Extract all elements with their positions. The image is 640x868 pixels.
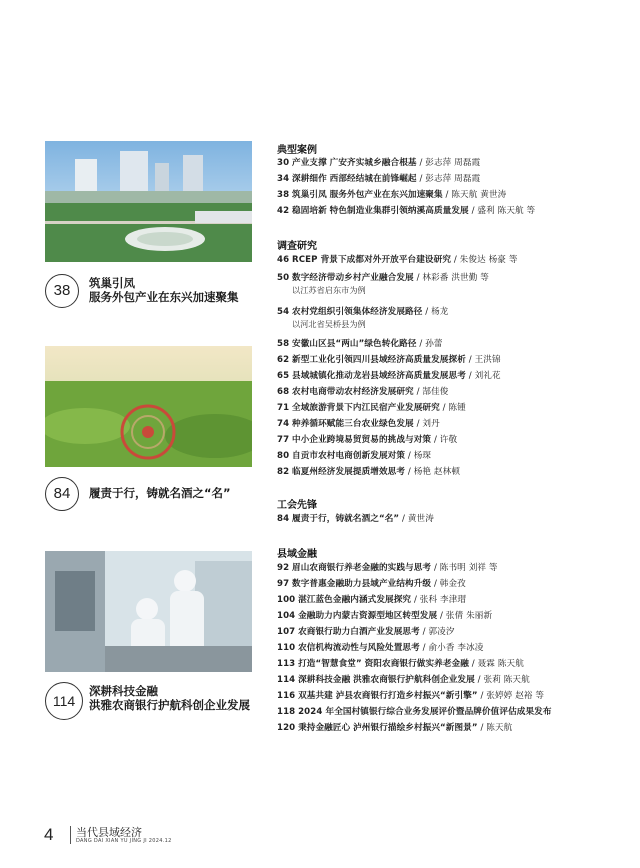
feature-title-line2: 洪雅农商银行护航科创企业发展 <box>89 698 250 712</box>
feature-number-badge: 114 <box>45 682 83 720</box>
feature-114[interactable] <box>45 682 265 716</box>
section-title: 县域金融 <box>277 549 317 560</box>
toc-entry[interactable]: 113 打造“智慧食堂” 资阳农商银行做实养老金融 / 聂霖 陈天航 <box>277 659 524 669</box>
toc-entry[interactable]: 104 金融助力内蒙古资源型地区转型发展 / 张倩 朱丽新 <box>277 611 493 621</box>
photo-city-skyline <box>45 141 252 262</box>
toc-entry[interactable]: 54 农村党组织引领集体经济发展路径 / 杨龙 <box>277 307 449 317</box>
toc-entry-subtitle: 以河北省吴桥县为例 <box>292 319 366 329</box>
toc-entry-subtitle: 以江苏省启东市为例 <box>292 285 366 295</box>
toc-entry[interactable]: 58 安徽山区县“两山”绿色转化路径 / 孙蕾 <box>277 339 443 349</box>
section-title: 工会先锋 <box>277 500 317 511</box>
toc-entry[interactable]: 74 种养循环赋能三台农业绿色发展 / 刘丹 <box>277 419 440 429</box>
magazine-title: 当代县域经济 <box>76 826 142 839</box>
feature-title-line1: 深耕科技金融 <box>89 684 158 698</box>
toc-entry[interactable]: 42 稳固培新 特色制造业集群引领纳溪高质量发展 / 盛利 陈天航 等 <box>277 206 536 216</box>
toc-entry[interactable]: 68 农村电商带动农村经济发展研究 / 郜佳俊 <box>277 387 449 397</box>
section-title: 调查研究 <box>277 241 317 252</box>
toc-entry[interactable]: 38 筑巢引凤 服务外包产业在东兴加速聚集 / 陈天航 黄世涛 <box>277 190 507 200</box>
feature-38[interactable] <box>45 274 265 308</box>
feature-number-badge: 84 <box>45 477 79 511</box>
feature-84[interactable] <box>45 477 265 511</box>
footer-divider <box>70 826 71 844</box>
photo-lab-workers <box>45 551 252 672</box>
feature-title-line1: 筑巢引凤 <box>89 276 135 290</box>
toc-entry[interactable]: 34 深耕细作 西部经结城在前锋崛起 / 彭志萍 周磊霞 <box>277 174 481 184</box>
toc-entry[interactable]: 107 农商银行助力白酒产业发展思考 / 郭凌汐 <box>277 627 455 637</box>
toc-entry[interactable]: 92 眉山农商银行养老金融的实践与思考 / 陈书明 刘祥 等 <box>277 563 498 573</box>
toc-entry[interactable]: 82 临夏州经济发展提质增效思考 / 杨艳 赵林顿 <box>277 467 461 477</box>
page-number: 4 <box>44 825 54 844</box>
photo-terraced-fields <box>45 346 252 467</box>
toc-entry[interactable]: 50 数字经济带动乡村产业融合发展 / 林彩番 洪世勤 等 <box>277 273 489 283</box>
toc-entry[interactable]: 62 新型工业化引领四川县域经济高质量发展探析 / 王洪锦 <box>277 355 501 365</box>
toc-entry[interactable]: 30 产业支撑 广安齐实城乡融合根基 / 彭志萍 周磊霞 <box>277 158 481 168</box>
feature-title-line1: 履责于行，铸就名酒之“名” <box>89 486 231 500</box>
toc-entry[interactable]: 120 秉持金融匠心 泸州银行描绘乡村振兴“新图景” / 陈天航 <box>277 723 513 733</box>
toc-entry[interactable]: 114 深耕科技金融 洪雅农商银行护航科创企业发展 / 张莉 陈天航 <box>277 675 530 685</box>
toc-entry[interactable]: 110 农信机构流动性与风险处置思考 / 俞小香 李冰凌 <box>277 643 484 653</box>
toc-entry[interactable]: 46 RCEP 背景下成都对外开放平台建设研究 / 朱俊达 杨豪 等 <box>277 255 518 265</box>
toc-entry[interactable]: 118 2024 年全国村镇银行综合业务发展评价暨品牌价值评估成果发布 <box>277 707 552 717</box>
toc-entry[interactable]: 97 数字普惠金融助力县域产业结构升级 / 韩金孜 <box>277 579 466 589</box>
toc-entry[interactable]: 71 全域旅游背景下内江民宿产业发展研究 / 陈锺 <box>277 403 466 413</box>
feature-number-badge: 38 <box>45 274 79 308</box>
toc-entry[interactable]: 80 自贡市农村电商创新发展对策 / 杨琛 <box>277 451 432 461</box>
toc-entry[interactable]: 84 履责于行，铸就名酒之“名” / 黄世涛 <box>277 514 434 524</box>
toc-entry[interactable]: 65 县域城镇化推动龙岩县域经济高质量发展思考 / 刘礼花 <box>277 371 501 381</box>
toc-entry[interactable]: 116 双基共建 泸县农商银行打造乡村振兴“新引擎” / 张婷婷 赵裕 等 <box>277 691 545 701</box>
feature-title-line2: 服务外包产业在东兴加速聚集 <box>89 290 239 304</box>
toc-entry[interactable]: 100 湛江蓝色金融内涵式发展探究 / 张科 李津瑁 <box>277 595 467 605</box>
toc-entry[interactable]: 77 中小企业跨境易贸贸易的挑战与对策 / 许敬 <box>277 435 458 445</box>
magazine-pinyin: DANG DAI XIAN YU JING JI 2024.12 <box>76 838 172 844</box>
section-title: 典型案例 <box>277 145 317 156</box>
